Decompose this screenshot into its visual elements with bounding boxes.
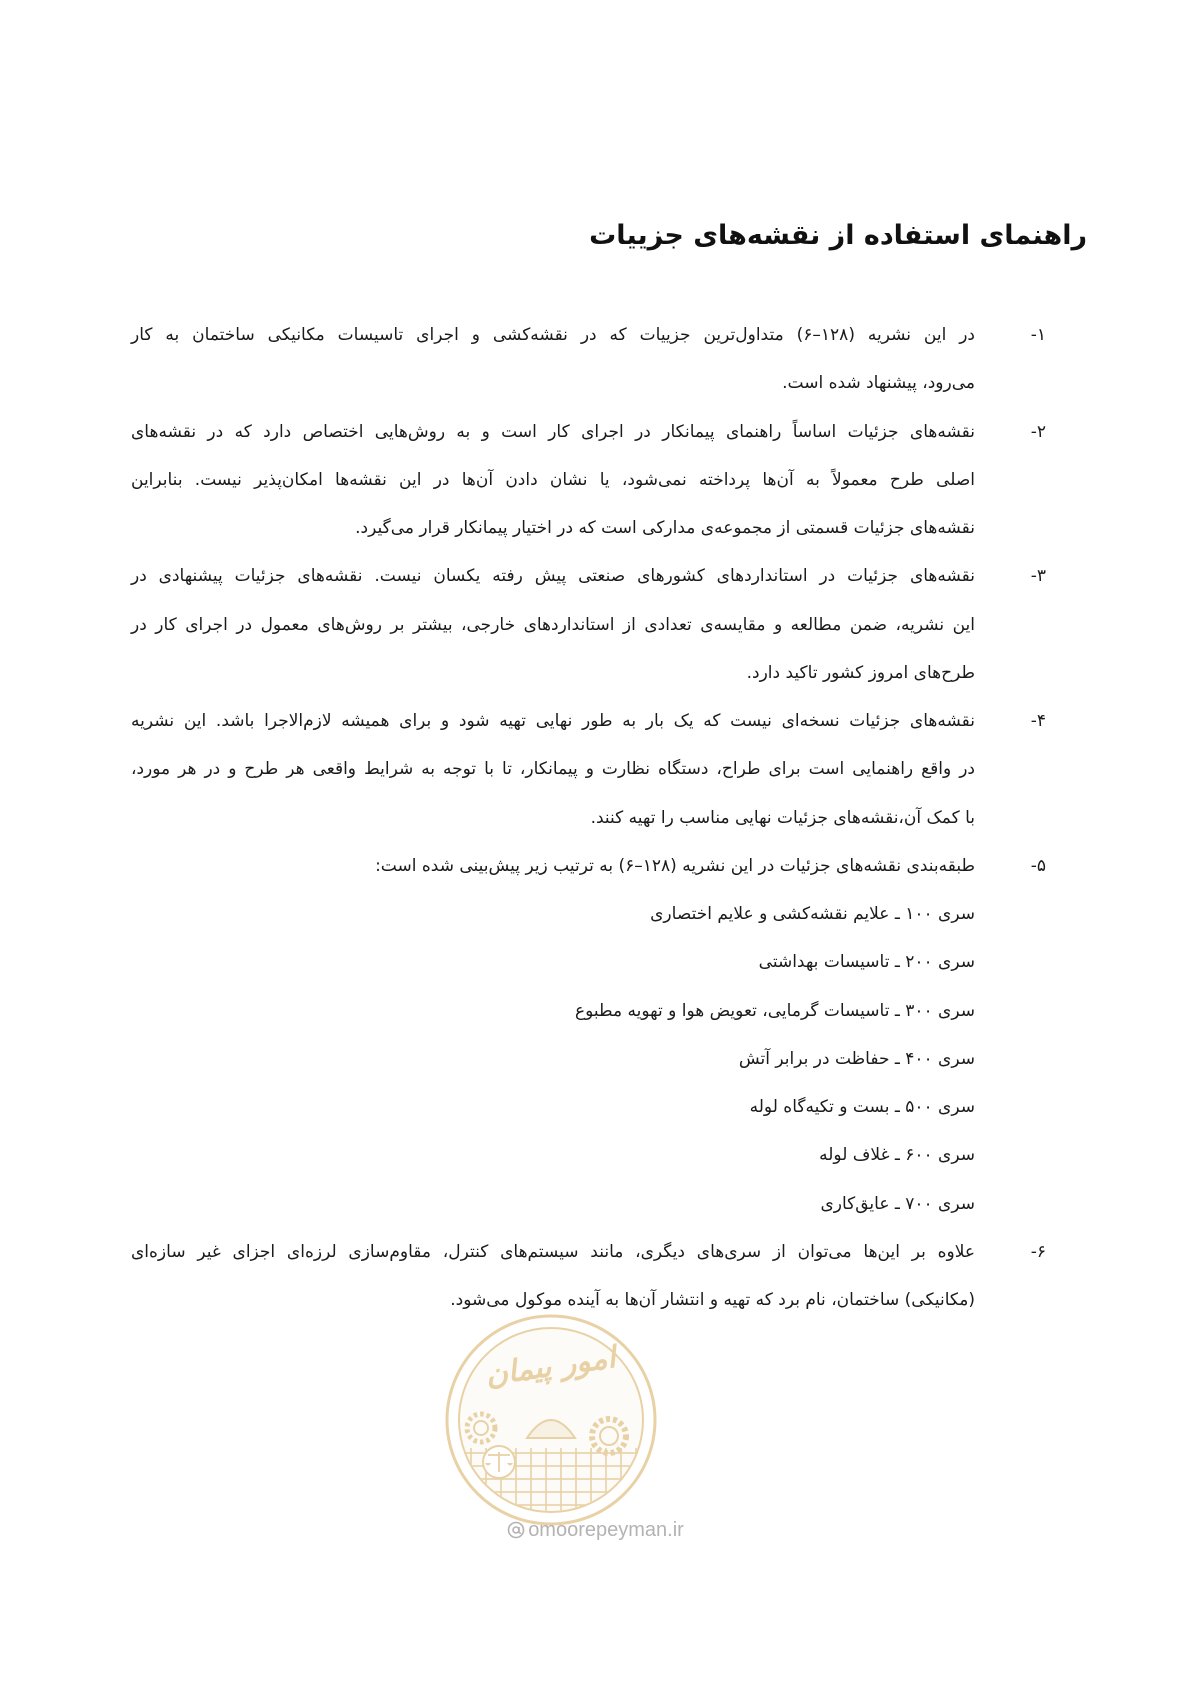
series-item: سری ۶۰۰ ـ غلاف لوله: [819, 1145, 975, 1166]
list-item: [0, 842, 1191, 1228]
scales-icon: [483, 1446, 515, 1478]
text-line: این نشریه، ضمن مطالعه و مقایسه‌ی تعدادی از استانداردهای خارجی، بیشتر بر روش‌های معمول در اجرای کار در: [131, 614, 975, 635]
list-item: [0, 408, 1191, 553]
text-line: نقشه‌های جزئیات اساساً راهنمای پیمانکار در اجرای کار است و به روش‌هایی اختصاص دارد که در نقشه‌های: [131, 421, 975, 442]
list-item: [0, 697, 1191, 842]
text-line: می‌رود، پیشنهاد شده است.: [782, 373, 975, 394]
list-item: [0, 311, 1191, 408]
page-title: راهنمای استفاده از نقشه‌های جزییات: [589, 220, 1087, 251]
series-item: سری ۲۰۰ ـ تاسیسات بهداشتی: [758, 952, 975, 973]
item-text: [131, 697, 975, 842]
text-line: با کمک آن،نقشه‌های جزئیات نهایی مناسب را تهیه کنند.: [590, 807, 975, 828]
text-line: در واقع راهنمایی است برای طراح، دستگاه نظارت و پیمانکار، تا با توجه به شرایط واقعی هر طرح و در هر مورد،: [131, 759, 975, 780]
series-item: سری ۷۰۰ ـ عایق‌کاری: [820, 1193, 975, 1214]
item-number: ۳-: [1030, 566, 1046, 587]
series-item: سری ۴۰۰ ـ حفاظت در برابر آتش: [738, 1048, 975, 1069]
series-item: سری ۵۰۰ ـ بست و تکیه‌گاه لوله: [749, 1097, 975, 1117]
watermark-logo: [441, 1310, 661, 1530]
logo-calligraphy: امور پیمان: [483, 1340, 618, 1393]
item-number: ۲-: [1030, 421, 1046, 442]
numbered-list: [0, 311, 1191, 1324]
list-item: [0, 552, 1191, 697]
list-item: [0, 1228, 1191, 1325]
item-text: [131, 311, 975, 408]
series-list: [131, 890, 975, 1228]
item-number: ۵-: [1030, 855, 1046, 876]
item-text: [131, 842, 975, 1228]
series-item: سری ۱۰۰ ـ علایم نقشه‌کشی و علایم اختصاری: [650, 904, 975, 924]
text-line: طبقه‌بندی نقشه‌های جزئیات در این نشریه (۱۲۸–۶) به ترتیب زیر پیش‌بینی شده است:: [375, 855, 975, 876]
text-line: نقشه‌های جزئیات در استانداردهای کشورهای صنعتی پیش رفته یکسان نیست. نقشه‌های جزئیات پیشنهادی در: [131, 566, 975, 587]
item-text: [131, 552, 975, 697]
text-line: نقشه‌های جزئیات نسخه‌ای نیست که یک بار به طور نهایی تهیه شود و برای همیشه لازم‌الاجرا باشد. این نشریه: [131, 711, 975, 731]
text-line: در این نشریه (۱۲۸–۶) متداول‌ترین جزییات که در نقشه‌کشی و اجرای تاسیسات مکانیکی ساختمان به کار: [131, 325, 975, 345]
item-number: ۴-: [1030, 711, 1046, 731]
series-item: سری ۳۰۰ ـ تاسیسات گرمایی، تعویض هوا و تهویه مطبوع: [575, 1000, 975, 1021]
item-number: ۶-: [1030, 1241, 1046, 1262]
text-line: طرح‌های امروز کشور تاکید دارد.: [746, 662, 975, 683]
at-icon: [507, 1521, 525, 1539]
item-number: ۱-: [1030, 325, 1046, 345]
item-text: [131, 1228, 975, 1325]
text-line: نقشه‌های جزئیات قسمتی از مجموعه‌ی مدارکی است که در اختیار پیمانکار قرار می‌گیرد.: [355, 518, 975, 538]
text-line: اصلی طرح معمولاً به آن‌ها پرداخته نمی‌شود، یا نشان دادن آن‌ها در این نقشه‌ها امکان‌پذیر نیست. بنابراین: [131, 469, 975, 490]
item-text: [131, 408, 975, 553]
text-line: علاوه بر این‌ها می‌توان از سری‌های دیگری، مانند سیستم‌های کنترل، مقاوم‌سازی لرزه‌ای اجزای غیر سازه‌ای: [131, 1241, 975, 1262]
website-url: omoorepeyman.ir: [528, 1519, 684, 1541]
website-footer: [0, 1517, 1191, 1543]
text-line: (مکانیکی) ساختمان، نام برد که تهیه و انتشار آن‌ها به آینده موکول می‌شود.: [450, 1290, 975, 1310]
